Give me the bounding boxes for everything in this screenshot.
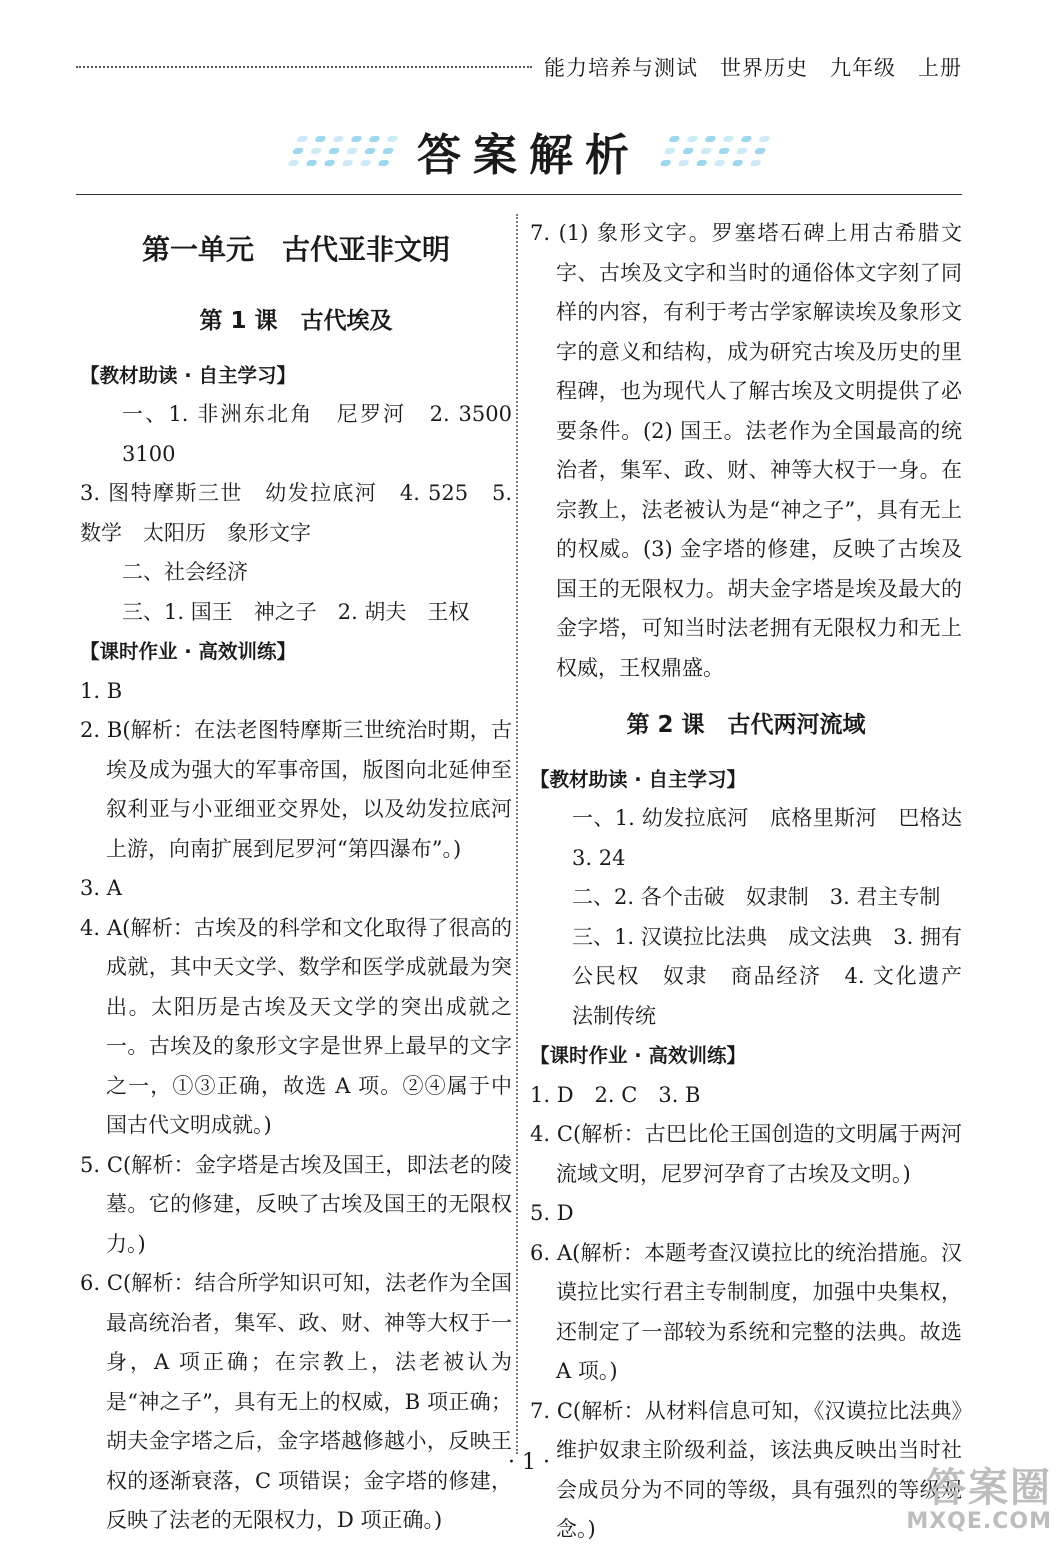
section-heading-study: 【教材助读 · 自主学习】 — [80, 363, 296, 387]
answer-item: 2. B(解析：在法老图特摩斯三世统治时期，古埃及成为强大的军事帝国，版图向北延伸至叙利亚与小亚细亚交界处，以及幼发拉底河上游，向南扩展到尼罗河“第四瀑布”。) — [80, 718, 512, 861]
answer-line: 三、1. 国王 神之子 2. 胡夫 王权 — [122, 599, 470, 624]
answer-item: 6. A(解析：本题考查汉谟拉比的统治措施。汉谟拉比实行君主专制制度，加强中央集权，还制定了一部较为系统和完整的法典。故选 A 项。) — [530, 1240, 962, 1383]
answer-line: 三、1. 汉谟拉比法典 成文法典 3. 拥有公民权 奴隶 商品经济 4. 文化遗产 法制传统 — [572, 924, 983, 1028]
watermark-text: 答案圈 — [926, 1465, 1052, 1511]
answer-item: 1. B — [80, 678, 123, 703]
answer-item: 7. (1) 象形文字。罗塞塔石碑上用古希腊文字、古埃及文字和当时的通俗体文字刻了同样的内容，有利于考古学家解读埃及象形文字的意义和结构，成为研究古埃及历史的里程碑，也为现代人了解古埃及文明提供了必要条件。(2) 国王。法老作为全国最高的统治者，集军、政、财、神等大权于一身。在宗教上，法老被认为是“神之子”，具有无上的权威。(3) 金字塔的修建，反映了古埃及国王的无限权力。胡夫金字塔是埃及最大的金字塔，可知当时法老拥有无限权力和无上权威，王权鼎盛。 — [530, 221, 962, 680]
page-number: · 1 · — [508, 1450, 550, 1475]
section-heading-study: 【教材助读 · 自主学习】 — [530, 767, 746, 791]
answer-item: 5. C(解析：金字塔是古埃及国王，即法老的陵墓。它的修建，反映了古埃及国王的无限权力。) — [80, 1152, 512, 1256]
running-header — [76, 52, 962, 82]
answer-item: 6. C(解析：结合所学知识可知，法老作为全国最高统治者，集军、政、财、神等大权于一身，A 项正确；在宗教上，法老被认为是“神之子”，具有无上的权威，B 项正确；胡夫金字塔之后，金字塔越修越小，反映王权的逐渐衰落，C 项错误；金字塔的修建，反映了法老的无限权力，D 项正确。) — [80, 1271, 512, 1532]
answer-item: 3. A — [80, 876, 122, 900]
title-divider — [76, 194, 962, 195]
section-heading-exercise: 【课时作业 · 高效训练】 — [80, 640, 296, 663]
title-banner — [0, 116, 1058, 186]
answer-item: 4. A(解析：古埃及的科学和文化取得了很高的成就，其中天文学、数学和医学成就最为突出。太阳历是古埃及天文学的突出成就之一。古埃及的象形文字是世界上最早的文字之一，①③正确，故选 A 项。②④属于中国古代文明成就。) — [80, 915, 512, 1137]
answer-line: 一、1. 幼发拉底河 底格里斯河 巴格达 3. 24 — [572, 806, 983, 870]
unit-title: 第一单元 古代亚非文明 — [141, 233, 450, 266]
left-column — [80, 214, 533, 1541]
answer-line: 二、社会经济 — [122, 560, 248, 584]
header-dotted-rule — [76, 66, 532, 68]
section-heading-exercise: 【课时作业 · 高效训练】 — [530, 1044, 746, 1067]
answer-line: 3. 图特摩斯三世 幼发拉底河 4. 525 5. 数学 太阳历 象形文字 — [80, 481, 512, 545]
answer-line: 二、2. 各个击破 奴隶制 3. 君主专制 — [572, 885, 941, 909]
lesson-2-title: 第 2 课 古代两河流域 — [626, 712, 866, 738]
answer-item: 1. D 2. C 3. B — [530, 1082, 701, 1107]
answer-line: 一、1. 非洲东北角 尼罗河 2. 3500 3100 — [122, 402, 533, 466]
left-decoration-dots — [288, 136, 399, 166]
watermark-logo — [892, 1466, 1052, 1534]
watermark-url: MXQE.COM — [906, 1509, 1052, 1534]
answer-item: 4. C(解析：古巴比伦王国创造的文明属于两河流域文明，尼罗河孕育了古埃及文明。) — [530, 1122, 962, 1186]
page-title: 答案解析 — [417, 130, 641, 181]
answer-item: 7. C(解析：从材料信息可知，《汉谟拉比法典》维护奴隶主阶级利益，该法典反映出当时社会成员分为不同的等级，具有强烈的等级观念。) — [530, 1398, 962, 1541]
right-decoration-dots — [660, 136, 771, 166]
header-title: 能力培养与测试 世界历史 九年级 上册 — [544, 56, 962, 80]
answer-item: 5. D — [530, 1201, 574, 1225]
column-divider — [516, 214, 518, 1454]
lesson-1-title: 第 1 课 古代埃及 — [199, 308, 393, 334]
